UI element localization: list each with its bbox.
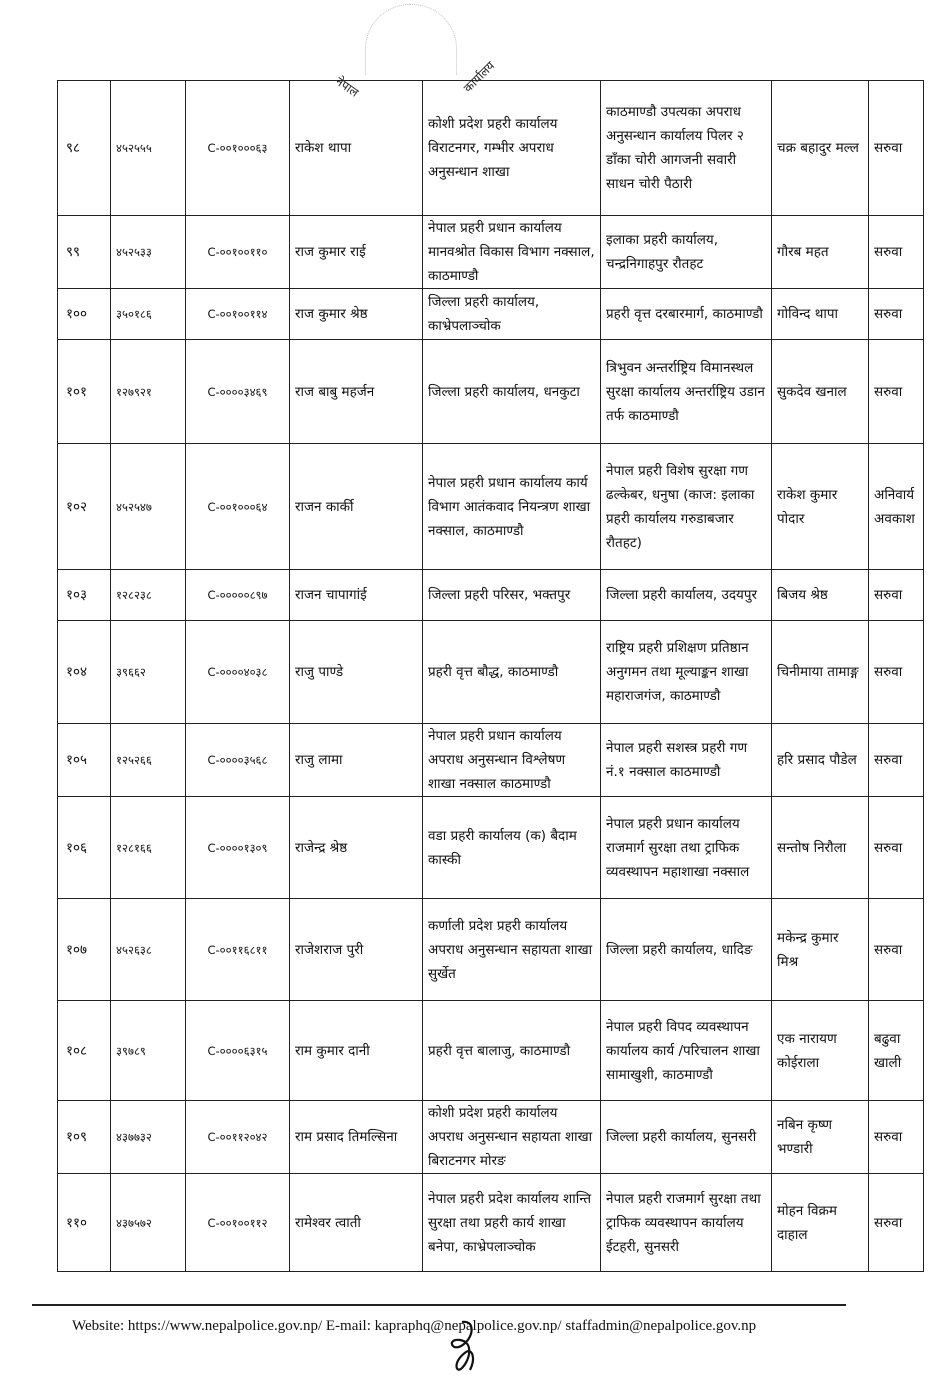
table-row bbox=[58, 81, 924, 216]
current-office-cell: जिल्ला प्रहरी परिसर, भक्तपुर bbox=[423, 570, 601, 621]
code-number-cell: C-००११२०४२ bbox=[186, 1101, 290, 1174]
serial-number-cell: १०९ bbox=[58, 1101, 111, 1174]
new-office-cell: नेपाल प्रहरी राजमार्ग सुरक्षा तथा ट्राफिक व्यवस्थापन कार्यालय ईटहरी, सुनसरी bbox=[601, 1174, 772, 1272]
serial-number-cell: १०६ bbox=[58, 797, 111, 899]
table-row bbox=[58, 797, 924, 899]
employee-id-cell: ४५२६३८ bbox=[111, 899, 186, 1001]
new-office-cell: जिल्ला प्रहरी कार्यालय, उदयपुर bbox=[601, 570, 772, 621]
replacement-name-cell: गौरब महत bbox=[772, 216, 869, 289]
table-row bbox=[58, 1001, 924, 1101]
person-name-cell: राजु पाण्डे bbox=[290, 621, 423, 724]
employee-id-cell: ४५२५३३ bbox=[111, 216, 186, 289]
code-number-cell: C-००००१३०९ bbox=[186, 797, 290, 899]
current-office-cell: कर्णाली प्रदेश प्रहरी कार्यालय अपराध अनुसन्धान सहायता शाखा सुर्खेत bbox=[423, 899, 601, 1001]
remark-cell: अनिवार्य अवकाश bbox=[869, 444, 924, 570]
new-office-cell: त्रिभुवन अन्तर्राष्ट्रिय विमानस्थल सुरक्षा कार्यालय अन्तर्राष्ट्रिय उडान तर्फ काठमाण्डौ bbox=[601, 340, 772, 444]
remark-cell: सरुवा bbox=[869, 1101, 924, 1174]
replacement-name-cell: गोविन्द थापा bbox=[772, 289, 869, 340]
remark-cell: सरुवा bbox=[869, 797, 924, 899]
table-row bbox=[58, 216, 924, 289]
remark-cell: सरुवा bbox=[869, 570, 924, 621]
code-number-cell: C-००१००११२ bbox=[186, 1174, 290, 1272]
serial-number-cell: १०८ bbox=[58, 1001, 111, 1101]
employee-id-cell: ३५०१८६ bbox=[111, 289, 186, 340]
serial-number-cell: १०४ bbox=[58, 621, 111, 724]
serial-number-cell: ९९ bbox=[58, 216, 111, 289]
remark-cell: सरुवा bbox=[869, 81, 924, 216]
remark-cell: सरुवा bbox=[869, 216, 924, 289]
new-office-cell: जिल्ला प्रहरी कार्यालय, सुनसरी bbox=[601, 1101, 772, 1174]
replacement-name-cell: बिजय श्रेष्ठ bbox=[772, 570, 869, 621]
remark-cell: बढुवा खाली bbox=[869, 1001, 924, 1101]
current-office-cell: प्रहरी वृत्त बौद्ध, काठमाण्डौ bbox=[423, 621, 601, 724]
replacement-name-cell: मोहन विक्रम दाहाल bbox=[772, 1174, 869, 1272]
replacement-name-cell: चिनीमाया तामाङ्ग bbox=[772, 621, 869, 724]
employee-id-cell: ४३७७३२ bbox=[111, 1101, 186, 1174]
new-office-cell: राष्ट्रिय प्रहरी प्रशिक्षण प्रतिष्ठान अनुगमन तथा मूल्याङ्कन शाखा महाराजगंज, काठमाण्डौ bbox=[601, 621, 772, 724]
table-row bbox=[58, 899, 924, 1001]
code-number-cell: C-००१०००६३ bbox=[186, 81, 290, 216]
serial-number-cell: १०२ bbox=[58, 444, 111, 570]
code-number-cell: C-००११६८११ bbox=[186, 899, 290, 1001]
person-name-cell: राम कुमार दानी bbox=[290, 1001, 423, 1101]
serial-number-cell: ९८ bbox=[58, 81, 111, 216]
serial-number-cell: १०० bbox=[58, 289, 111, 340]
serial-number-cell: ११० bbox=[58, 1174, 111, 1272]
serial-number-cell: १०७ bbox=[58, 899, 111, 1001]
new-office-cell: काठमाण्डौ उपत्यका अपराध अनुसन्धान कार्यालय पिलर २ डाँका चोरी आगजनी सवारी साधन चोरी पैठारी bbox=[601, 81, 772, 216]
current-office-cell: नेपाल प्रहरी प्रधान कार्यालय मानवश्रोत विकास विभाग नक्साल, काठमाण्डौ bbox=[423, 216, 601, 289]
person-name-cell: राज कुमार राई bbox=[290, 216, 423, 289]
stamp-text-right: कार्यालय bbox=[460, 58, 498, 96]
person-name-cell: राजेशराज पुरी bbox=[290, 899, 423, 1001]
current-office-cell: जिल्ला प्रहरी कार्यालय, धनकुटा bbox=[423, 340, 601, 444]
new-office-cell: इलाका प्रहरी कार्यालय, चन्द्रनिगाहपुर रौतहट bbox=[601, 216, 772, 289]
code-number-cell: C-००१०००६४ bbox=[186, 444, 290, 570]
current-office-cell: नेपाल प्रहरी प्रधान कार्यालय कार्य विभाग आतंकवाद नियन्त्रण शाखा नक्साल, काठमाण्डौ bbox=[423, 444, 601, 570]
person-name-cell: रामेश्वर त्वाती bbox=[290, 1174, 423, 1272]
replacement-name-cell: चक्र बहादुर मल्ल bbox=[772, 81, 869, 216]
person-name-cell: राजु लामा bbox=[290, 724, 423, 797]
current-office-cell: नेपाल प्रहरी प्रदेश कार्यालय शान्ति सुरक्षा तथा प्रहरी कार्य शाखा बनेपा, काभ्रेपलाञ्चोक bbox=[423, 1174, 601, 1272]
employee-id-cell: १२८१६६ bbox=[111, 797, 186, 899]
remark-cell: सरुवा bbox=[869, 899, 924, 1001]
transfer-table bbox=[57, 80, 924, 1272]
new-office-cell: नेपाल प्रहरी प्रधान कार्यालय राजमार्ग सुरक्षा तथा ट्राफिक व्यवस्थापन महाशाखा नक्साल bbox=[601, 797, 772, 899]
new-office-cell: प्रहरी वृत्त दरबारमार्ग, काठमाण्डौ bbox=[601, 289, 772, 340]
current-office-cell: प्रहरी वृत्त बालाजु, काठमाण्डौ bbox=[423, 1001, 601, 1101]
footer-contact: Website: https://www.nepalpolice.gov.np/ E-mail: kapraphq@nepalpolice.gov.np/ staffadmin@nepalpolice.gov.np bbox=[72, 1318, 757, 1334]
table-row bbox=[58, 340, 924, 444]
person-name-cell: राजेन्द्र श्रेष्ठ bbox=[290, 797, 423, 899]
current-office-cell: जिल्ला प्रहरी कार्यालय, काभ्रेपलाञ्चोक bbox=[423, 289, 601, 340]
remark-cell: सरुवा bbox=[869, 621, 924, 724]
stamp-text-left: नेपाल bbox=[332, 74, 362, 100]
office-stamp bbox=[365, 4, 457, 75]
table-row bbox=[58, 621, 924, 724]
table-row bbox=[58, 1101, 924, 1174]
replacement-name-cell: हरि प्रसाद पौडेल bbox=[772, 724, 869, 797]
person-name-cell: राम प्रसाद तिमल्सिना bbox=[290, 1101, 423, 1174]
code-number-cell: C-००००६३१५ bbox=[186, 1001, 290, 1101]
current-office-cell: कोशी प्रदेश प्रहरी कार्यालय विराटनगर, गम्भीर अपराध अनुसन्धान शाखा bbox=[423, 81, 601, 216]
code-number-cell: C-००१००११४ bbox=[186, 289, 290, 340]
remark-cell: सरुवा bbox=[869, 340, 924, 444]
person-name-cell: राज कुमार श्रेष्ठ bbox=[290, 289, 423, 340]
new-office-cell: नेपाल प्रहरी विपद व्यवस्थापन कार्यालय कार्य /परिचालन शाखा सामाखुशी, काठमाण्डौ bbox=[601, 1001, 772, 1101]
signature-icon bbox=[440, 1318, 490, 1378]
table-row bbox=[58, 289, 924, 340]
table-row bbox=[58, 1174, 924, 1272]
remark-cell: सरुवा bbox=[869, 289, 924, 340]
person-name-cell: राजन चापागांई bbox=[290, 570, 423, 621]
person-name-cell: राज बाबु महर्जन bbox=[290, 340, 423, 444]
person-name-cell: राकेश थापा bbox=[290, 81, 423, 216]
replacement-name-cell: एक नारायण कोईराला bbox=[772, 1001, 869, 1101]
employee-id-cell: १२७९२१ bbox=[111, 340, 186, 444]
code-number-cell: C-०००००८९७ bbox=[186, 570, 290, 621]
employee-id-cell: ४५२५४७ bbox=[111, 444, 186, 570]
replacement-name-cell: नबिन कृष्ण भण्डारी bbox=[772, 1101, 869, 1174]
serial-number-cell: १०१ bbox=[58, 340, 111, 444]
employee-id-cell: ४५२५५५ bbox=[111, 81, 186, 216]
replacement-name-cell: मकेन्द्र कुमार मिश्र bbox=[772, 899, 869, 1001]
table-row bbox=[58, 570, 924, 621]
remark-cell: सरुवा bbox=[869, 1174, 924, 1272]
code-number-cell: C-००००३५६८ bbox=[186, 724, 290, 797]
replacement-name-cell: सुकदेव खनाल bbox=[772, 340, 869, 444]
code-number-cell: C-००००४०३८ bbox=[186, 621, 290, 724]
table-row bbox=[58, 444, 924, 570]
code-number-cell: C-००१००११० bbox=[186, 216, 290, 289]
footer-divider bbox=[32, 1304, 846, 1306]
employee-id-cell: १२८२३८ bbox=[111, 570, 186, 621]
serial-number-cell: १०३ bbox=[58, 570, 111, 621]
employee-id-cell: ३९७८९ bbox=[111, 1001, 186, 1101]
new-office-cell: नेपाल प्रहरी सशस्त्र प्रहरी गण नं.१ नक्साल काठमाण्डौ bbox=[601, 724, 772, 797]
replacement-name-cell: राकेश कुमार पोदार bbox=[772, 444, 869, 570]
current-office-cell: कोशी प्रदेश प्रहरी कार्यालय अपराध अनुसन्धान सहायता शाखा बिराटनगर मोरङ bbox=[423, 1101, 601, 1174]
table-row bbox=[58, 724, 924, 797]
serial-number-cell: १०५ bbox=[58, 724, 111, 797]
current-office-cell: नेपाल प्रहरी प्रधान कार्यालय अपराध अनुसन्धान विश्लेषण शाखा नक्साल काठमाण्डौ bbox=[423, 724, 601, 797]
current-office-cell: वडा प्रहरी कार्यालय (क) बैदाम कास्की bbox=[423, 797, 601, 899]
person-name-cell: राजन कार्की bbox=[290, 444, 423, 570]
employee-id-cell: १२५२६६ bbox=[111, 724, 186, 797]
employee-id-cell: ४३७५७२ bbox=[111, 1174, 186, 1272]
employee-id-cell: ३९६६२ bbox=[111, 621, 186, 724]
remark-cell: सरुवा bbox=[869, 724, 924, 797]
replacement-name-cell: सन्तोष निरौला bbox=[772, 797, 869, 899]
new-office-cell: जिल्ला प्रहरी कार्यालय, धादिङ bbox=[601, 899, 772, 1001]
code-number-cell: C-००००३४६९ bbox=[186, 340, 290, 444]
new-office-cell: नेपाल प्रहरी विशेष सुरक्षा गण ढल्केबर, धनुषा (काज: इलाका प्रहरी कार्यालय गरुडाबजार रौतहट) bbox=[601, 444, 772, 570]
